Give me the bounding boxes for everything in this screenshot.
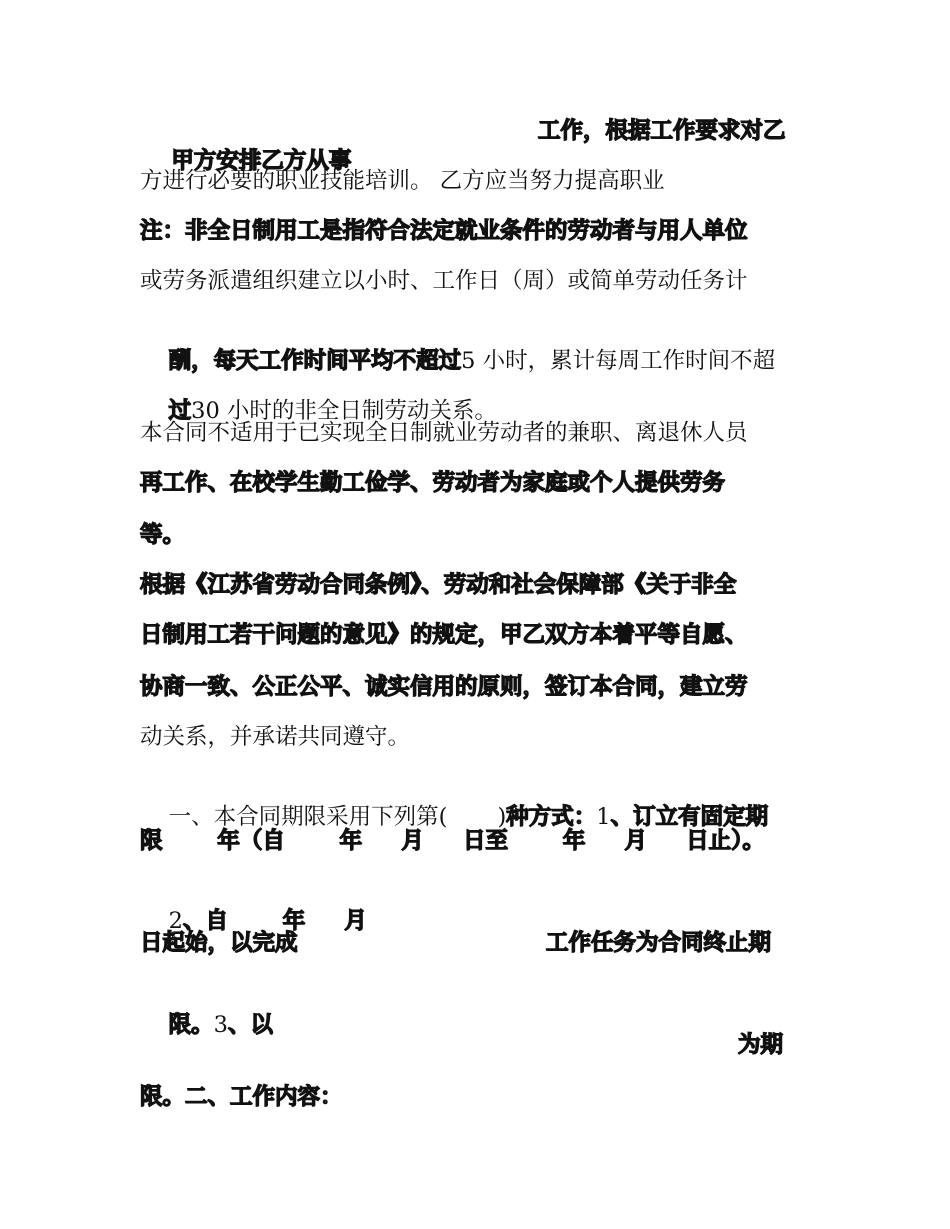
note-line-4-end: 30 小时的非全日制劳动关系。 [191,398,497,424]
line-1-start: 甲方安排乙方从事 [171,148,352,174]
basis-line-2: 日制用工若干问题的意见》的规定，甲乙双方本着平等自愿、 [140,622,748,648]
term-line-1-a: 一、本合同期限采用下列第( [168,804,448,830]
note-line-3-end: 5 小时，累计每周工作时间不超 [461,348,776,374]
term-line-1-d: 1 [596,804,611,830]
term-line-5-a: 限。 [168,1012,214,1038]
scope-line-1: 本合同不适用于已实现全日制就业劳动者的兼职、离退休人员 [140,420,748,446]
term-line-2: 限 年（自 年 月 日至 年 月 日止）。 [140,828,765,854]
term-line-3-a: 2 [168,908,183,934]
scope-line-2: 再工作、在校学生勤工俭学、劳动者为家庭或个人提供劳务 [140,470,726,496]
basis-line-3: 协商一致、公正公平、诚实信用的原则，签订本合同，建立劳 [140,674,748,700]
para-line-2: 方进行必要的职业技能培训。 乙方应当努力提高职业 [140,168,665,194]
basis-line-1: 根据《江苏省劳动合同条例》、劳动和社会保障部《关于非全 [140,572,737,598]
term-line-4-end: 工作任务为合同终止期 [546,930,772,956]
term-line-5-b: 3 [213,1012,228,1038]
term-line-1-b: ) [497,804,507,830]
note-line-3-start: 酬，每天工作时间平均不超过 [168,348,462,374]
note-line-4-start: 过 [168,398,192,424]
term-line-7: 限。二、工作内容： [140,1084,343,1110]
term-line-6: 为期 [738,1032,784,1058]
note-line-2: 或劳务派遣组织建立以小时、工作日（周）或简单劳动任务计 [140,268,748,294]
term-line-5-c: 、以 [227,1012,273,1038]
scope-line-3: 等。 [140,522,186,548]
term-line-5 [140,980,273,1070]
basis-line-4: 动关系，并承诺共同遵守。 [140,724,411,750]
term-line-3-b: 、自 年 月 [182,908,367,934]
note-line-1: 注：非全日制用工是指符合法定就业条件的劳动者与用人单位 [140,218,748,244]
term-line-1-c: 种方式： [506,804,597,830]
term-line-4: 日起始，以完成 [140,930,298,956]
term-line-1-e: 、订立有固定期 [610,804,769,830]
para-line-1-end: 工作，根据工作要求对乙 [538,118,786,144]
